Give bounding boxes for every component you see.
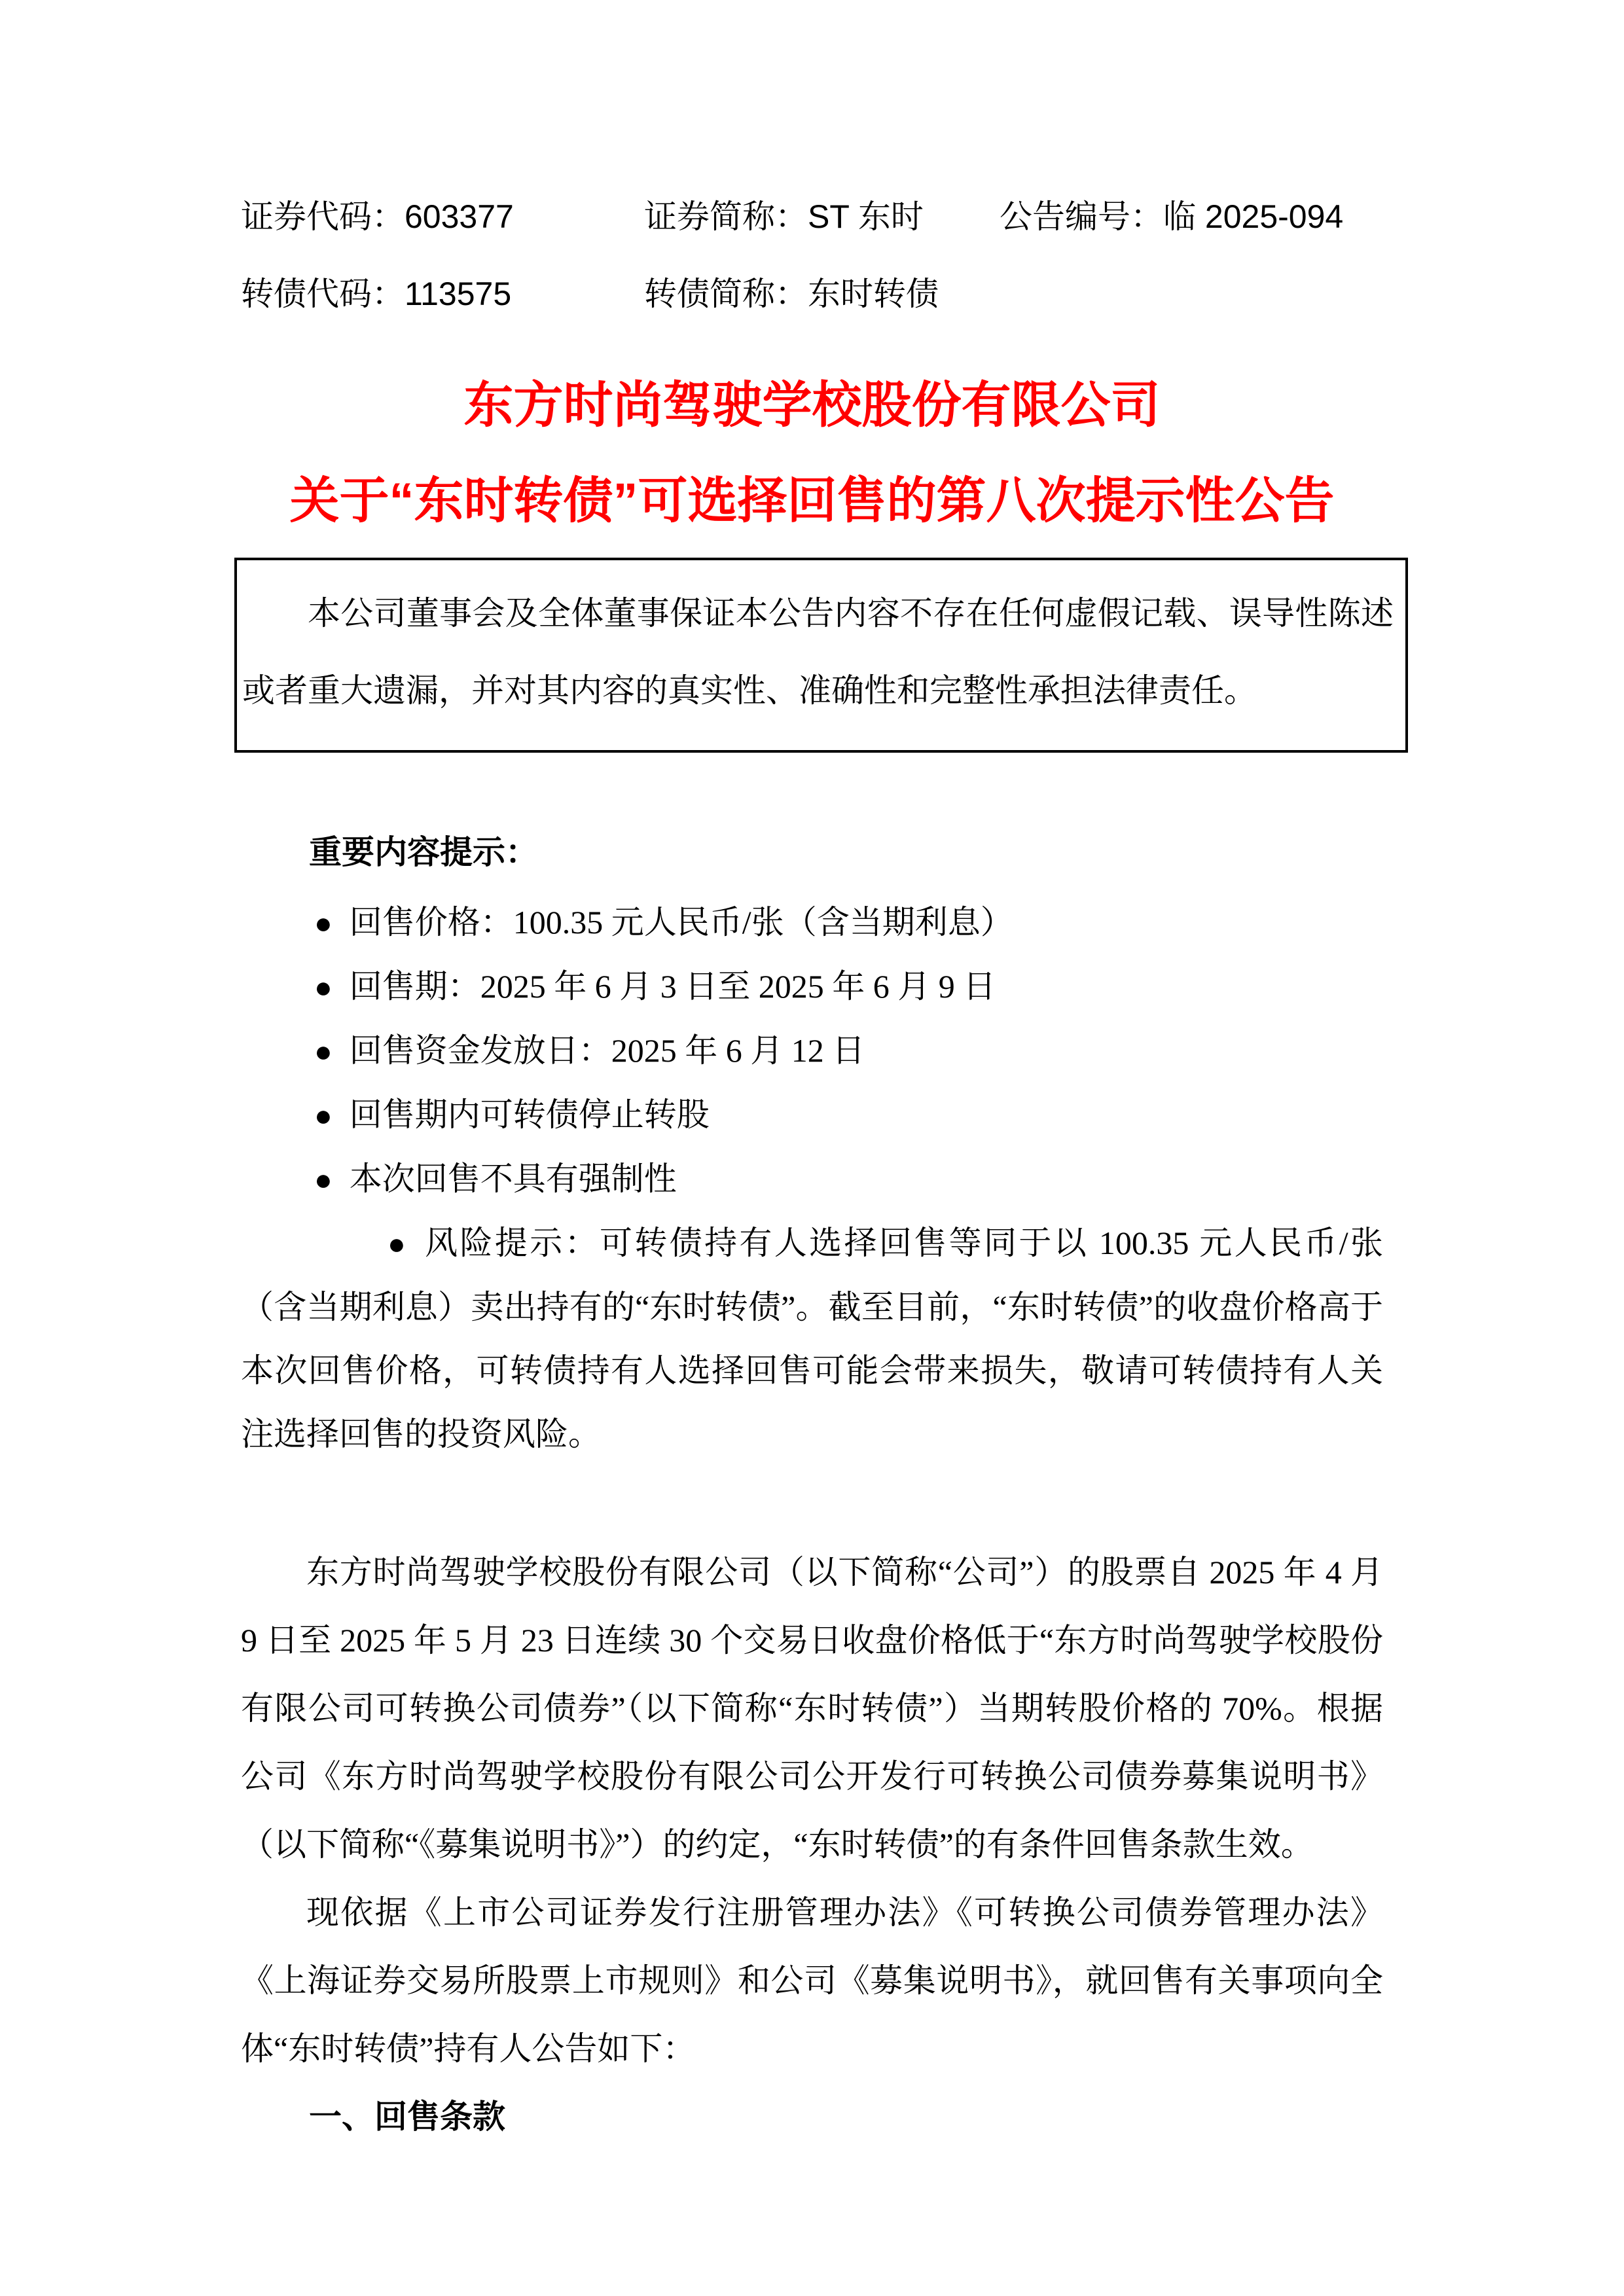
notice-bullet-list — [241, 891, 1383, 1466]
bullet-icon: ● — [314, 1035, 333, 1068]
bullet-item-repurchase-price — [241, 891, 1383, 955]
bullet-icon: ● — [314, 906, 333, 940]
bullet-text: 风险提示：可转债持有人选择回售等同于以 100.35 元人民币/张（含当期利息）卖出持有的“东时转债”。截至目前，“东时转债”的收盘价格高于本次回售价格，可转债持有人选择回售可能会带来损失，敬请可转债持有人关注选择回售的投资风险。 — [241, 1225, 1383, 1452]
bullet-icon: ● — [314, 1099, 333, 1132]
body-paragraph: 东方时尚驾驶学校股份有限公司（以下简称“公司”）的股票自 2025 年 4 月 9 日至 2025 年 5 月 23 日连续 30 个交易日收盘价格低于“东方时尚驾驶学校股份有限公司可转换公司债券”（以下简称“东时转债”）当期转股价格的 70%。根据公司《东方时尚驾驶学校股份有限公司公开发行可转换公司债券募集说明书》（以下简称“《募集说明书》”）的约定，“东时转债”的有条件回售条款生效。 — [241, 1554, 1383, 1863]
stock-abbr-value: ST 东时 — [808, 198, 924, 235]
announcement-number-label: 公告编号： — [1000, 198, 1163, 235]
important-notice-heading: 重要内容提示： — [309, 834, 538, 870]
bullet-icon: ● — [314, 971, 333, 1004]
bond-abbr-label: 转债简称： — [644, 276, 808, 312]
disclaimer-text: 本公司董事会及全体董事保证本公告内容不存在任何虚假记载、误导性陈述或者重大遗漏，并对其内容的真实性、准确性和完整性承担法律责任。 — [242, 595, 1394, 709]
stock-code-label: 证券代码： — [241, 198, 405, 235]
company-name-title: 东方时尚驾驶学校股份有限公司 — [463, 378, 1161, 433]
bullet-text: 回售价格：100.35 元人民币/张（含当期利息） — [349, 904, 1013, 941]
announcement-number — [1000, 196, 1343, 237]
announcement-number-value: 临 2025-094 — [1163, 198, 1344, 235]
bond-code-label: 转债代码： — [241, 276, 405, 312]
bullet-text: 回售期：2025 年 6 月 3 日至 2025 年 6 月 9 日 — [349, 968, 996, 1005]
section-heading-repurchase-terms: 一、回售条款 — [309, 2098, 505, 2135]
stock-code — [241, 196, 514, 237]
bullet-item-risk-warning — [241, 1211, 1383, 1466]
stock-abbr-label: 证券简称： — [644, 198, 808, 235]
bullet-text: 本次回售不具有强制性 — [349, 1160, 677, 1197]
stock-code-value: 603377 — [405, 198, 514, 235]
announcement-title: 关于“东时转债”可选择回售的第八次提示性公告 — [289, 473, 1335, 529]
bullet-icon: ● — [314, 1163, 333, 1196]
body-paragraph: 现依据《上市公司证券发行注册管理办法》《可转换公司债券管理办法》《上海证券交易所股票上市规则》和公司《募集说明书》，就回售有关事项向全体“东时转债”持有人公告如下： — [241, 1894, 1383, 2067]
bullet-item-payment-date — [241, 1019, 1383, 1083]
bond-code-row — [241, 274, 1383, 351]
bond-code — [241, 274, 511, 314]
bullet-item-conversion-stop — [241, 1083, 1383, 1147]
bullet-text: 回售期内可转债停止转股 — [349, 1096, 710, 1133]
bullet-icon: ● — [388, 1227, 406, 1261]
stock-abbr — [644, 196, 924, 237]
security-code-row — [241, 196, 1383, 274]
bullet-item-not-mandatory — [241, 1147, 1383, 1211]
bond-abbr-value: 东时转债 — [808, 276, 939, 312]
bond-abbr — [644, 274, 939, 314]
bullet-item-repurchase-period — [241, 955, 1383, 1019]
disclaimer-box — [234, 558, 1408, 753]
bond-code-value: 113575 — [405, 276, 512, 312]
bullet-text: 回售资金发放日：2025 年 6 月 12 日 — [349, 1032, 865, 1069]
